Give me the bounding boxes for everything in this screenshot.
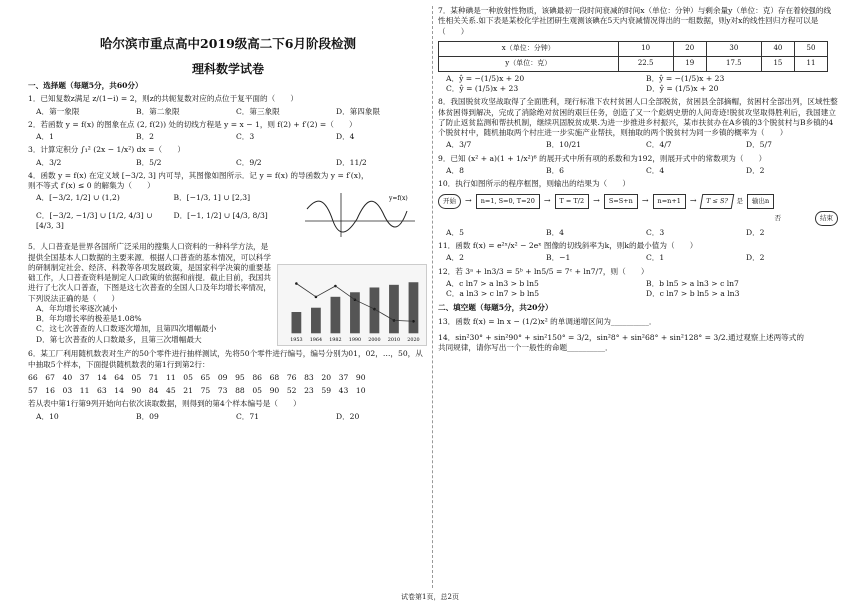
category-label: 2000	[368, 337, 381, 344]
option[interactable]: B．6	[546, 165, 565, 175]
option[interactable]: D．11/2	[336, 157, 367, 167]
question-5-text: 5．人口普查是世界各国所广泛采用的搜集人口资料的一种科学方法，是提供全国基本人口数据的主要来源．根据人口普查的基本情况，可以科学的研制制定社会、经济、科教等各项发展政策，是国家科学决策的重要基础工作，人口普查资料是制定人口政策的依据和前提．截止目前，我国共进行了七次人口普查，下图是这七次普查的全国人口及年均增长率情况，下列说法正确的是（ ）	[28, 242, 271, 303]
option[interactable]: D．2	[746, 253, 765, 263]
population-bar	[370, 288, 380, 334]
question-4-text: 4．函数 y = f(x) 在定义域 [−3/2, 3] 内可导，其图像如图所示．记 y = f(x) 的导函数为 y = f′(x)，	[28, 170, 369, 180]
flowchart-row-2	[438, 211, 838, 226]
question-9-options	[438, 166, 838, 176]
question-8	[438, 97, 838, 150]
question-6	[28, 349, 428, 422]
option[interactable]: C．3	[646, 227, 665, 237]
page-footer: 试卷第1页，总2页	[401, 592, 459, 601]
question-12	[438, 267, 838, 300]
option[interactable]: B．10/21	[546, 140, 582, 150]
arrow-right-icon: →	[543, 196, 551, 206]
option[interactable]: B．[−1/3, 1] ∪ [2,3]	[173, 193, 251, 203]
question-1-options	[28, 107, 428, 117]
question-14-text: 14．sin²30° + sin²90° + sin²150° = 3/2，sin²8° + sin²68° + sin²128° = 3/2.通过观察上述两等式的	[438, 332, 804, 342]
question-5	[28, 242, 428, 346]
arrow-right-icon: →	[465, 196, 472, 206]
option[interactable]: C．9/2	[236, 157, 262, 167]
option[interactable]: A．1	[36, 132, 54, 142]
option[interactable]: B．4	[546, 227, 565, 237]
question-3-text: 3．计算定积分 ∫₁² (2x − 1/x²) dx =（ ）	[28, 145, 185, 155]
question-2-options	[28, 132, 428, 142]
column-divider	[432, 6, 433, 588]
table-row	[439, 41, 828, 56]
table-header-cell: x（单位：分钟）	[439, 41, 619, 56]
category-label: 1953	[290, 337, 303, 344]
population-bar	[389, 285, 399, 333]
option[interactable]: C．1	[646, 253, 665, 263]
option[interactable]: C．a ln3 > c ln7 > b ln5	[446, 289, 540, 299]
table-cell: 22.5	[618, 56, 673, 71]
question-7-options	[438, 74, 838, 95]
section-heading-choice: 一、选择题（每题5分，共60分）	[28, 81, 143, 91]
option[interactable]: A．5	[446, 227, 464, 237]
graph-label: y=f(x)	[389, 195, 408, 203]
population-bar	[311, 308, 321, 334]
left-column	[28, 6, 428, 422]
flow-step-t: T = T/2	[555, 194, 590, 209]
option[interactable]: C．4	[646, 165, 665, 175]
random-table-row-2: 57 16 03 11 63 14 90 84 45 21 75 73 88 05 90 52 23 59 43 10	[28, 386, 366, 396]
option[interactable]: A．ŷ = −(1/5)x + 20	[446, 73, 525, 83]
population-bar	[409, 283, 419, 334]
category-label: 1990	[348, 337, 362, 344]
flow-decision: T ≤ S?	[699, 194, 733, 209]
option[interactable]: A．10	[36, 411, 59, 421]
question-4-options	[28, 193, 303, 239]
option[interactable]: C．[−3/2, −1/3] ∪ [1/2, 4/3] ∪ [4/3, 3]	[36, 211, 153, 231]
flow-init: n=1, S=0, T=20	[476, 194, 540, 209]
option[interactable]: D．20	[336, 411, 360, 421]
question-12-options	[438, 279, 838, 300]
census-chart	[277, 264, 427, 346]
question-11-text: 11．函数 f(x) = e²ˣ/x² − 2eˣ 图像的切线斜率为k，则k的最小值为（ ）	[438, 241, 698, 251]
question-2-text: 2．若函数 y = f(x) 的图象在点 (2, f(2)) 处的切线方程是 y = x − 1，则 f(2) + f′(2) =（ ）	[28, 119, 357, 129]
option[interactable]: B．ŷ = −(1/5)x + 23	[646, 73, 725, 83]
option[interactable]: D．4	[336, 132, 355, 142]
flow-step-n: n=n+1	[653, 194, 686, 209]
option[interactable]: A．3/7	[446, 140, 472, 150]
option[interactable]: C．3	[236, 132, 255, 142]
population-bar	[292, 312, 302, 333]
flow-step-s: S=S+n	[604, 194, 638, 209]
option[interactable]: D．c ln7 > b ln5 > a ln3	[646, 289, 740, 299]
option[interactable]: D．5/7	[746, 140, 772, 150]
option[interactable]: A．8	[446, 165, 464, 175]
flow-end: 结束	[815, 211, 838, 226]
table-cell: 10	[618, 41, 673, 56]
table-row	[439, 56, 828, 71]
category-label: 1982	[329, 337, 342, 344]
option[interactable]: C．这七次普查的人口数逐次增加，且第四次增幅最小	[36, 324, 217, 334]
arrow-right-icon: →	[641, 196, 649, 206]
question-11	[438, 241, 838, 264]
option[interactable]: C．4/7	[646, 140, 672, 150]
flow-start: 开始	[438, 194, 461, 209]
question-6-text-2: 若从表中第1行第9列开始向右依次读取数据，则得到的第4个样本编号是（ ）	[28, 399, 301, 409]
question-12-text: 12．若 3ᵃ + ln3/3 = 5ᵇ + ln5/5 = 7ᶜ + ln7/7，则（ ）	[438, 266, 649, 276]
option[interactable]: A．[−3/2, 1/2] ∪ (1,2)	[36, 193, 120, 203]
question-6-options	[28, 412, 428, 422]
question-1-text: 1．已知复数z满足 z/(1−i) = 2，则z的共轭复数对应的点位于复平面的（ ）	[28, 94, 298, 104]
decay-data-table	[438, 41, 828, 72]
option[interactable]: B．5/2	[136, 157, 162, 167]
question-2	[28, 120, 428, 143]
question-3	[28, 145, 428, 168]
question-10	[438, 179, 838, 238]
question-6-text: 6．某工厂利用随机数表对生产的50个零件进行抽样测试，先将50个零件进行编号，编号分别为01，02，…，50，从中抽取5个样本，下面提供随机数表的第1行到第2行：	[28, 349, 423, 369]
question-11-options	[438, 253, 838, 263]
option[interactable]: B．年均增长率的极差是1.08%	[36, 314, 142, 324]
option[interactable]: D．第七次普查的人口数最多，且第三次增幅最大	[36, 334, 202, 344]
question-10-text: 10．执行如图所示的程序框图，则输出的结果为（ ）	[438, 179, 630, 188]
question-13-text[interactable]: 13．函数 f(x) = ln x − (1/2)x² 的单调递增区间为__________．	[438, 316, 657, 326]
table-cell: 17.5	[706, 56, 761, 71]
option[interactable]: A．c ln7 > a ln3 > b ln5	[446, 278, 539, 288]
flowchart	[438, 194, 838, 209]
arrow-right-icon: →	[593, 196, 600, 206]
option[interactable]: D．2	[746, 165, 765, 175]
option[interactable]: B．第二象限	[136, 106, 180, 116]
right-column	[438, 6, 838, 353]
question-14	[438, 333, 838, 354]
random-table-row-1: 66 67 40 37 14 64 05 71 11 05 65 09 95 86 68 76 83 20 37 90	[28, 372, 366, 382]
category-label: 2010	[387, 337, 401, 344]
question-10-options	[438, 228, 838, 238]
table-cell: 50	[794, 41, 827, 56]
option[interactable]: A．3/2	[36, 157, 62, 167]
table-cell: 11	[794, 56, 827, 71]
option[interactable]: D．第四象限	[336, 106, 381, 116]
question-1	[28, 94, 428, 117]
option[interactable]: D．[−1, 1/2] ∪ [4/3, 8/3]	[173, 211, 268, 221]
exam-subtitle: 理科数学试卷	[191, 61, 264, 76]
question-4	[28, 171, 428, 240]
option[interactable]: C．71	[236, 411, 260, 421]
option[interactable]: C．ŷ = (1/5)x + 23	[446, 84, 519, 93]
option[interactable]: D．2	[746, 227, 765, 237]
table-cell: 30	[706, 41, 761, 56]
flow-no-label: 否	[774, 214, 781, 223]
option[interactable]: D．ŷ = (1/5)x + 20	[646, 84, 719, 93]
option[interactable]: A．第一象限	[36, 106, 80, 116]
table-cell: 19	[673, 56, 706, 71]
question-8-options	[438, 140, 838, 150]
exam-title: 哈尔滨市重点高中2019级高二下6月阶段检测	[100, 36, 356, 51]
question-13	[438, 317, 838, 327]
table-cell: 20	[673, 41, 706, 56]
flow-output: 输出n	[747, 194, 774, 209]
option[interactable]: B．09	[136, 411, 159, 421]
question-8-text: 8．我国脱贫攻坚战取得了全面胜利，现行标准下农村贫困人口全部脱贫，贫困县全部摘帽，贫困村全部出列，区域性整体贫困得到解决，完成了消除绝对贫困的艰巨任务，创造了又一个彪炳史册的人间奇迹!脱贫攻坚取得胜利后，我国建立了防止返贫监测和帮扶机制，继续巩固脱贫成果.为进一步推进乡村振兴，某市扶贫办在A乡镇的3个脱贫村与B乡镇的4个脱贫村中，随机抽取两个村庄进一步实施产业帮扶，则抽取的两个脱贫村为同一乡镇的概率为（ ）	[438, 97, 838, 137]
question-9-text: 9．已知 (x² + a)(1 + 1/x²)⁶ 的展开式中所有项的系数和为192，则展开式中的常数项为（ ）	[438, 153, 767, 163]
population-bar	[331, 297, 341, 333]
category-label: 2020	[407, 337, 420, 344]
option[interactable]: A．2	[446, 253, 464, 263]
category-label: 1964	[309, 337, 323, 344]
table-cell: 40	[761, 41, 794, 56]
table-header-cell: y（单位：克）	[439, 56, 619, 71]
function-graph-figure	[303, 191, 418, 239]
arrow-right-icon: →	[689, 196, 697, 206]
section-heading-fill: 二、填空题（每题5分，共20分）	[438, 303, 553, 313]
flow-yes-label: 是	[736, 197, 743, 206]
table-cell: 15	[761, 56, 794, 71]
option[interactable]: B．b ln5 > a ln3 > c ln7	[646, 278, 739, 288]
option[interactable]: B．2	[136, 132, 155, 142]
population-bar	[350, 293, 360, 334]
question-3-options	[28, 158, 428, 168]
option[interactable]: A．年均增长率逐次减小	[36, 303, 118, 313]
question-4-text-2: 则不等式 f′(x) ≤ 0 的解集为（ ）	[28, 181, 155, 191]
option[interactable]: C．第三象限	[236, 106, 280, 116]
option[interactable]: B．−1	[546, 253, 571, 263]
question-7	[438, 6, 838, 94]
question-14-text-2[interactable]: 共同规律，请你写出一个一般性的命题__________．	[438, 343, 613, 353]
question-7-text: 7．某种碘是一种放射性物质，该碘最初一段时间衰减的时间x（单位：分钟）与剩余量y（单位：克）存在着较强的线性相关关系.如下表是某校化学社团研生观测该碘在5天内衰减情况得出的一组数据，则y对x的线性回归方程可以是（ ）	[438, 6, 832, 36]
question-9	[438, 154, 838, 177]
